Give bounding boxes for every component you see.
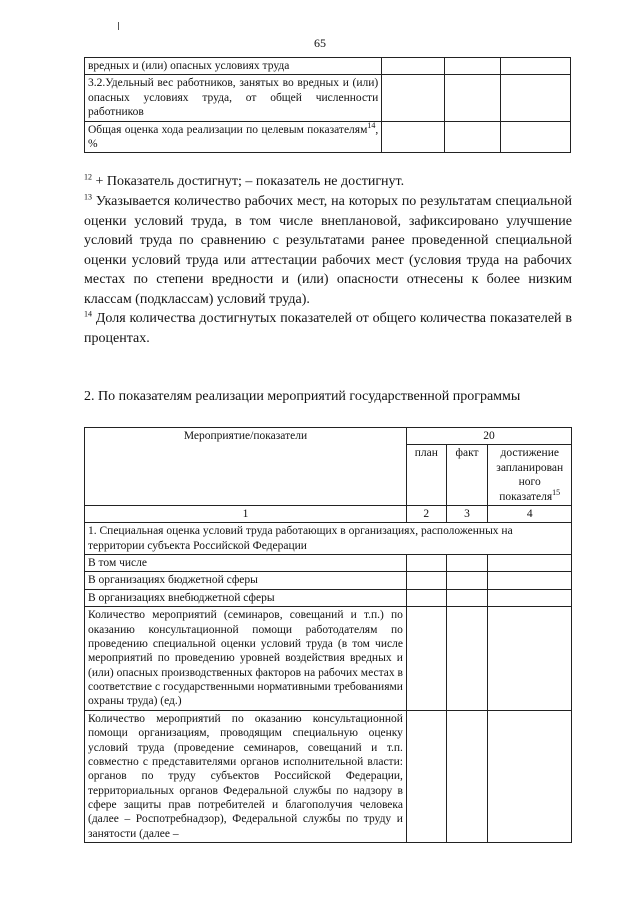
header-year: 20 xyxy=(406,428,571,445)
table-cell xyxy=(501,58,571,75)
col-number: 1 xyxy=(85,505,407,522)
table-row xyxy=(85,58,571,75)
footnote-ref: 15 xyxy=(552,487,561,497)
col-number: 4 xyxy=(488,505,572,522)
table-cell xyxy=(382,75,444,121)
header-achievement-text: достижение запланирован ного показателя xyxy=(496,447,564,503)
footnote-number: 14 xyxy=(84,309,92,319)
footnote-ref: 14 xyxy=(367,120,376,130)
footnote-number: 13 xyxy=(84,192,92,202)
header-achievement xyxy=(488,445,572,506)
table-header-row xyxy=(85,428,572,445)
table-cell: Количество мероприятий по оказанию консультационной помощи организациям, проводящим специальную оценку условий труда (проведение семинаров, совещаний и т.п. совместно с представителями органов исполнительной власти: органов по труду субъектов Российской Федерации, территориальных органов Федеральной службы по надзору в сфере защиты прав потребителей и благополучия человека (далее – Роспотребнадзор), Федеральной службы по труду и занятости (далее – xyxy=(85,710,407,842)
header-measure: Мероприятие/показатели xyxy=(85,428,407,506)
col-number: 3 xyxy=(446,505,488,522)
section-row xyxy=(85,523,572,555)
page-number: 65 xyxy=(314,36,326,50)
table-cell xyxy=(488,710,572,842)
table-cell xyxy=(444,58,501,75)
table-cell xyxy=(446,607,488,711)
footnote-number: 12 xyxy=(84,172,92,182)
table-cell xyxy=(406,589,446,606)
table-cell: В том числе xyxy=(85,555,407,572)
table-cell xyxy=(406,572,446,589)
cell-suffix: , % xyxy=(88,123,379,150)
table-cell xyxy=(446,555,488,572)
measures-table xyxy=(84,427,572,843)
table-cell xyxy=(446,589,488,606)
section-cell: 1. Специальная оценка условий труда работающих в организациях, расположенных на территории субъекта Российской Федерации xyxy=(85,523,572,555)
footnote-text: Доля количества достигнутых показателей от общего количества показателей в процентах. xyxy=(84,311,573,346)
table-row xyxy=(85,572,572,589)
section-title: 2. По показателям реализации мероприятий государственной программы xyxy=(84,389,521,404)
table-cell: В организациях бюджетной сферы xyxy=(85,572,407,589)
table-row xyxy=(85,607,572,711)
table-cell xyxy=(444,75,501,121)
table-row xyxy=(85,121,571,153)
table-cell xyxy=(501,75,571,121)
column-number-row xyxy=(85,505,572,522)
table-cell xyxy=(85,121,382,153)
footnote-13 xyxy=(84,192,572,309)
table-row xyxy=(85,555,572,572)
table-row xyxy=(85,589,572,606)
table-cell: 3.2.Удельный вес работников, занятых во вредных и (или) опасных условиях труда, от общей численности работников xyxy=(85,75,382,121)
table-cell xyxy=(406,555,446,572)
table-cell xyxy=(488,589,572,606)
table-cell xyxy=(501,121,571,153)
table-cell: В организациях внебюджетной сферы xyxy=(85,589,407,606)
footnote-text: + Показатель достигнут; – показатель не достигнут. xyxy=(95,174,405,189)
header-plan: план xyxy=(406,445,446,506)
header-fact: факт xyxy=(446,445,488,506)
targets-table xyxy=(84,57,571,153)
table-cell: вредных и (или) опасных условиях труда xyxy=(85,58,382,75)
cell-text: Общая оценка хода реализации по целевым показателям xyxy=(88,123,368,136)
table-cell xyxy=(446,710,488,842)
footnote-14 xyxy=(84,309,572,348)
scan-mark xyxy=(118,22,119,30)
table-cell xyxy=(406,710,446,842)
footnote-12 xyxy=(84,172,572,192)
footnote-text: Указывается количество рабочих мест, на которых по результатам специальной оценки условий труда, в том числе внеплановой, зафиксировано улучшение условий труда по сравнению с результатами ранее проведенной специальной оценки условий труда или аттестации рабочих мест (условия труда на рабочих местах по степени вредности и (или) опасности отнесены к более низким классам (подклассам) условий труда). xyxy=(84,194,572,307)
table-cell: Количество мероприятий (семинаров, совещаний и т.п.) по оказанию консультационной помощи работодателям по проведению специальной оценки условий труда (в том числе мероприятий по проведению уровней воздействия вредных и (или) опасных производственных факторов на рабочих местах в соответствие с государственными нормативными требованиями охраны труда) (ед.) xyxy=(85,607,407,711)
table-row xyxy=(85,75,571,121)
table-row xyxy=(85,710,572,842)
table-cell xyxy=(444,121,501,153)
table-cell xyxy=(488,572,572,589)
table-cell xyxy=(382,58,444,75)
table-cell xyxy=(488,607,572,711)
table-cell xyxy=(406,607,446,711)
table-cell xyxy=(488,555,572,572)
table-cell xyxy=(446,572,488,589)
col-number: 2 xyxy=(406,505,446,522)
table-cell xyxy=(382,121,444,153)
